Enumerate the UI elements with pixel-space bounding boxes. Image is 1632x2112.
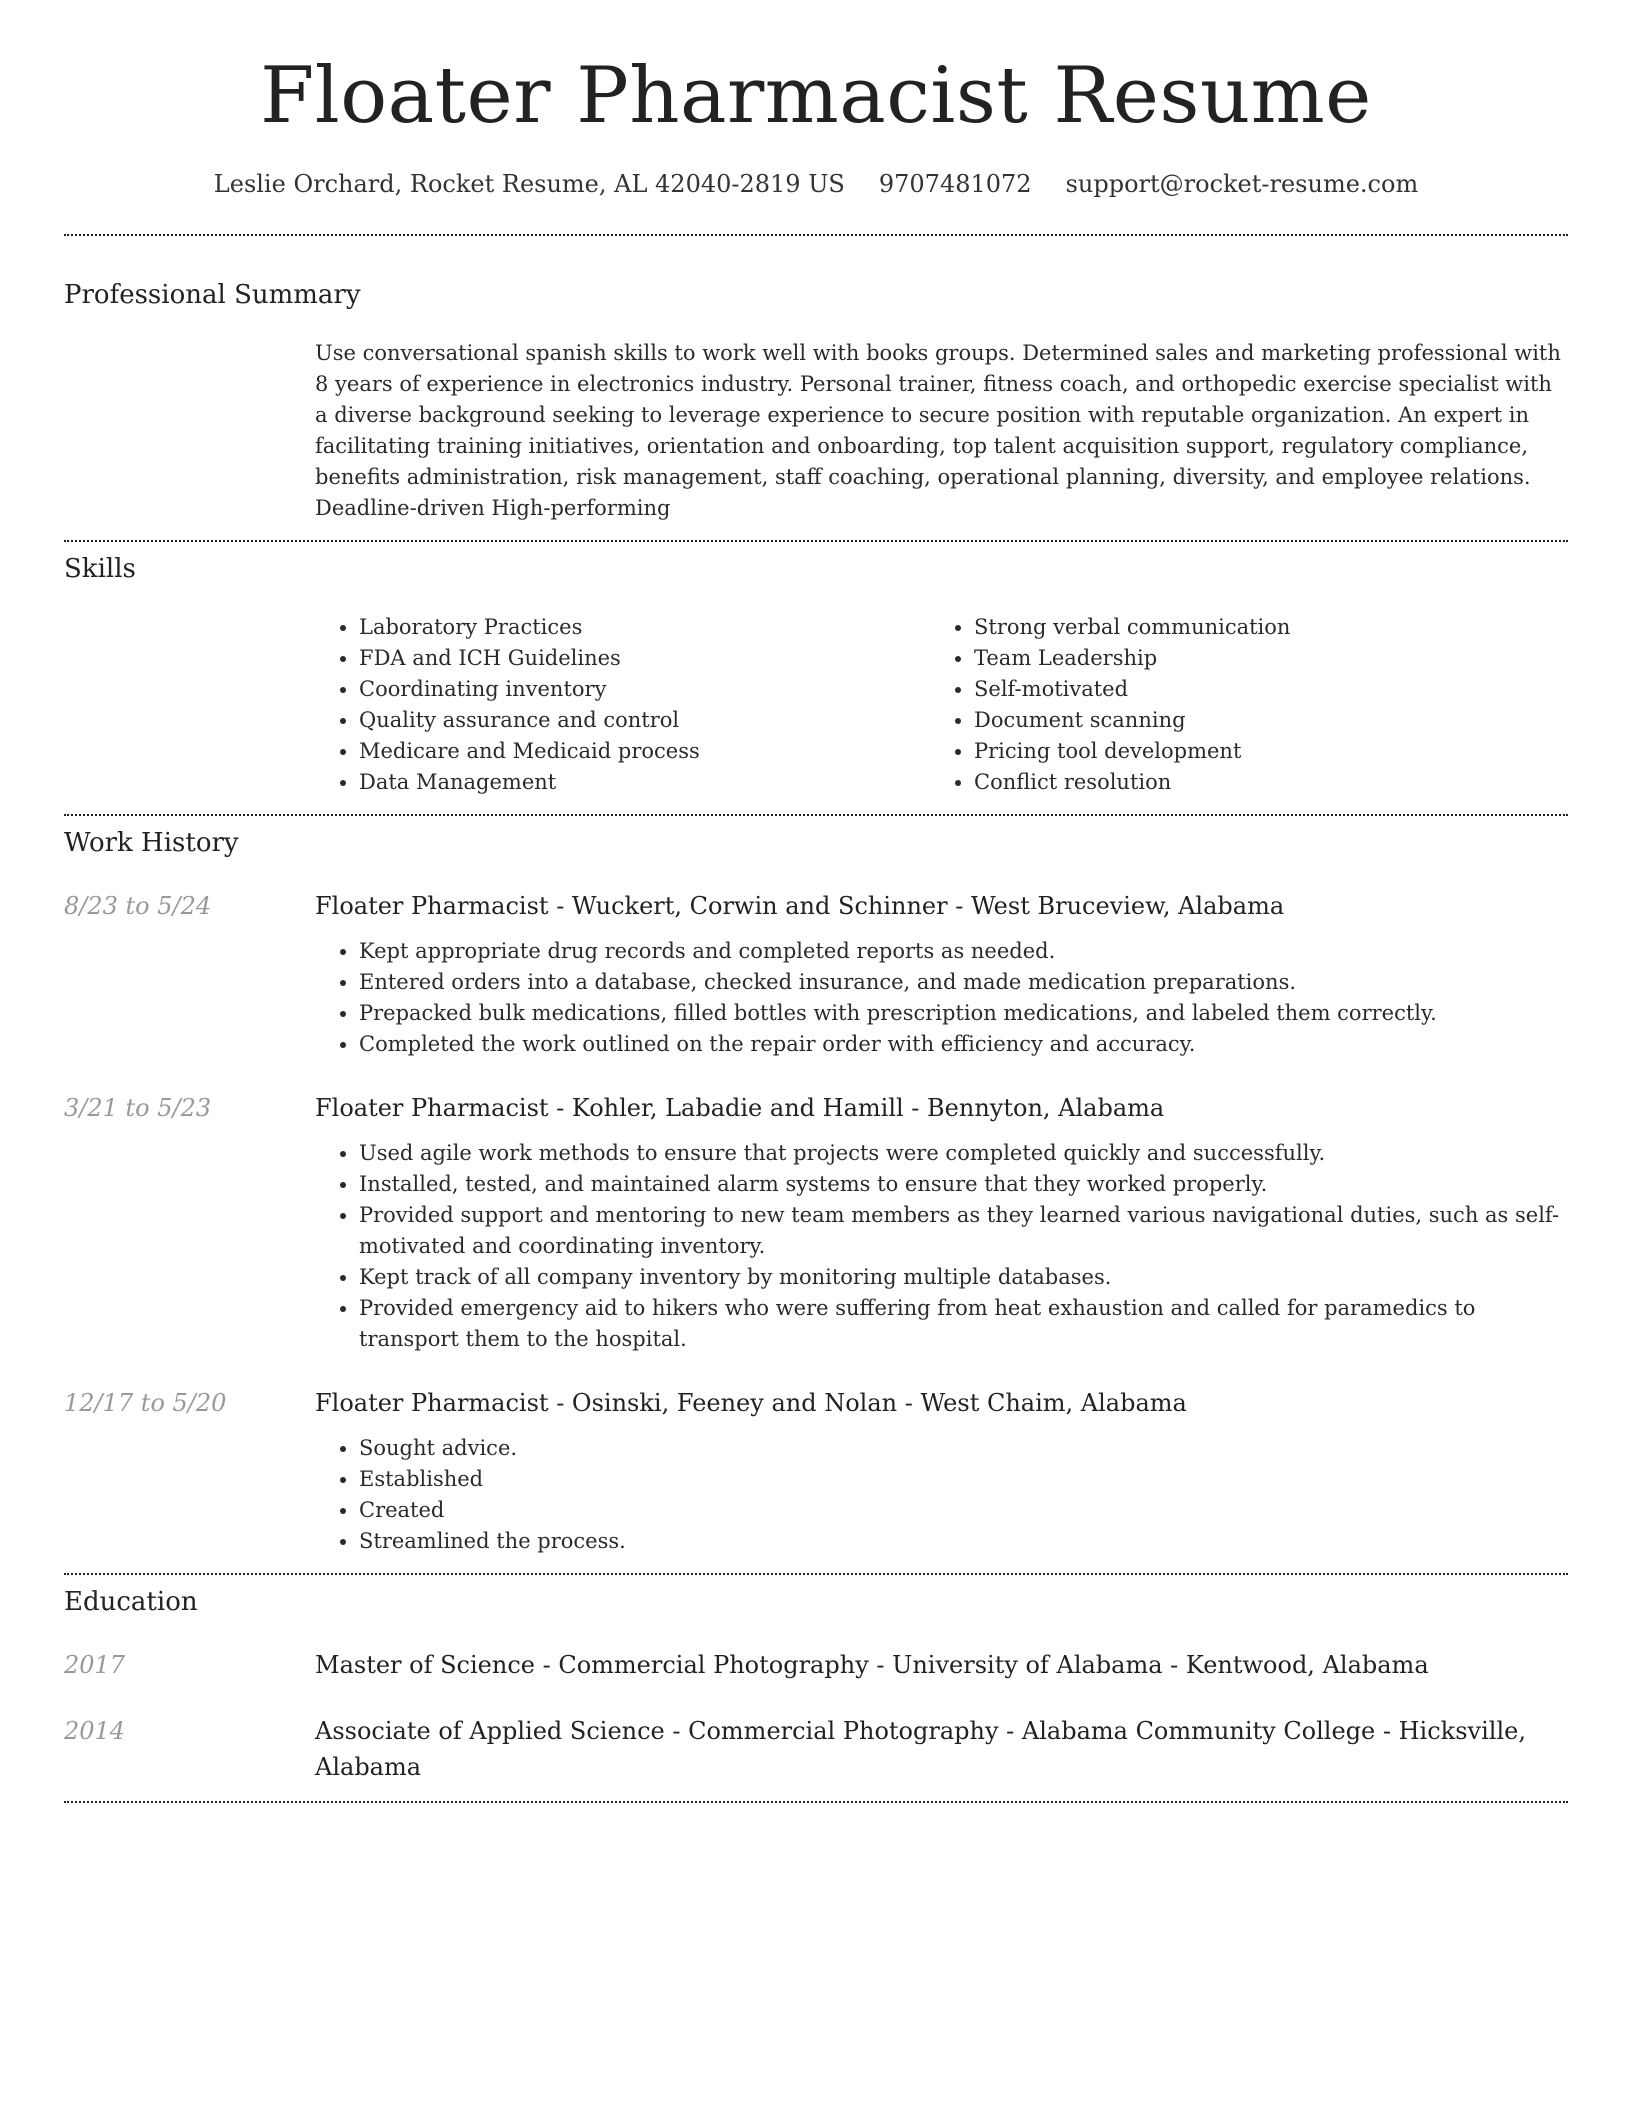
job-bullet: • Completed the work outlined on the repair order with efficiency and accuracy. bbox=[359, 1029, 1568, 1060]
contact-line bbox=[64, 170, 1568, 198]
job-entry bbox=[64, 888, 1568, 1060]
job-entry bbox=[64, 1090, 1568, 1355]
contact-phone: 9707481072 bbox=[878, 169, 1032, 198]
education-text: Master of Science - Commercial Photography - University of Alabama - Kentwood, Alabama bbox=[315, 1650, 1429, 1679]
summary-heading: Professional Summary bbox=[64, 279, 361, 310]
job-dates: 8/23 to 5/24 bbox=[64, 891, 212, 920]
job-bullets bbox=[315, 1138, 1568, 1355]
contact-email: support@rocket-resume.com bbox=[1065, 169, 1419, 198]
skill-item: • Self-motivated bbox=[974, 674, 1545, 705]
education-list bbox=[64, 1647, 1568, 1801]
job-bullet: • Created bbox=[359, 1495, 1568, 1526]
job-bullet: • Prepacked bulk medications, filled bottles with prescription medications, and labeled them correctly. bbox=[359, 998, 1568, 1029]
education-year: 2017 bbox=[64, 1650, 126, 1679]
job-bullet: • Sought advice. bbox=[359, 1433, 1568, 1464]
skill-item: • Document scanning bbox=[974, 705, 1545, 736]
skill-item: • Laboratory Practices bbox=[359, 612, 930, 643]
job-entry bbox=[64, 1385, 1568, 1557]
divider bbox=[64, 1801, 1568, 1803]
education-heading: Education bbox=[64, 1586, 198, 1617]
skill-item: • Strong verbal communication bbox=[974, 612, 1545, 643]
job-title: Floater Pharmacist - Kohler, Labadie and Hamill - Bennyton, Alabama bbox=[315, 1093, 1165, 1122]
job-bullet: • Used agile work methods to ensure that projects were completed quickly and successfully. bbox=[359, 1138, 1568, 1169]
work-history-section bbox=[64, 816, 1568, 1573]
skill-item: • Data Management bbox=[359, 767, 930, 798]
job-bullet: • Installed, tested, and maintained alarm systems to ensure that they worked properly. bbox=[359, 1169, 1568, 1200]
job-body bbox=[315, 1385, 1568, 1557]
education-text: Associate of Applied Science - Commercial Photography - Alabama Community College - Hicksville, Alabama bbox=[315, 1716, 1526, 1781]
job-bullets bbox=[315, 1433, 1568, 1557]
skills-column-right bbox=[930, 612, 1545, 798]
job-dates: 12/17 to 5/20 bbox=[64, 1388, 227, 1417]
skills-heading: Skills bbox=[64, 553, 136, 584]
job-bullet: • Kept appropriate drug records and completed reports as needed. bbox=[359, 936, 1568, 967]
skill-item: • Team Leadership bbox=[974, 643, 1545, 674]
job-body bbox=[315, 1090, 1568, 1355]
job-title: Floater Pharmacist - Osinski, Feeney and Nolan - West Chaim, Alabama bbox=[315, 1388, 1187, 1417]
job-bullet: • Streamlined the process. bbox=[359, 1526, 1568, 1557]
contact-address: Leslie Orchard, Rocket Resume, AL 42040-2819 US bbox=[213, 169, 845, 198]
job-dates: 3/21 to 5/23 bbox=[64, 1093, 212, 1122]
job-body bbox=[315, 888, 1568, 1060]
skills-grid bbox=[315, 612, 1568, 814]
job-title: Floater Pharmacist - Wuckert, Corwin and Schinner - West Bruceview, Alabama bbox=[315, 891, 1285, 920]
skill-item: • Medicare and Medicaid process bbox=[359, 736, 930, 767]
job-bullets bbox=[315, 936, 1568, 1060]
summary-text: Use conversational spanish skills to work well with books groups. Determined sales and marketing professional with 8 years of experience in electronics industry. Personal trainer, fitness coach, and orthopedic exercise specialist with a diverse background seeking to leverage experience to secure position with reputable organization. An expert in facilitating training initiatives, orientation and onboarding, top talent acquisition support, regulatory compliance, benefits administration, risk management, staff coaching, operational planning, diversity, and employee relations. Deadline-driven High-performing bbox=[315, 340, 1561, 520]
education-year: 2014 bbox=[64, 1716, 126, 1745]
page-title: Floater Pharmacist Resume bbox=[260, 51, 1372, 141]
skill-item: • Conflict resolution bbox=[974, 767, 1545, 798]
job-bullet: • Provided support and mentoring to new team members as they learned various navigational duties, such as self-motivated and coordinating inventory. bbox=[359, 1200, 1568, 1262]
work-list bbox=[64, 888, 1568, 1573]
skill-item: • Pricing tool development bbox=[974, 736, 1545, 767]
skill-item: • Quality assurance and control bbox=[359, 705, 930, 736]
skill-item: • FDA and ICH Guidelines bbox=[359, 643, 930, 674]
skill-item: • Coordinating inventory bbox=[359, 674, 930, 705]
skills-section bbox=[64, 542, 1568, 814]
work-history-heading: Work History bbox=[64, 827, 239, 858]
job-bullet: • Established bbox=[359, 1464, 1568, 1495]
education-entry bbox=[64, 1647, 1568, 1683]
skills-column-left bbox=[315, 612, 930, 798]
job-bullet: • Provided emergency aid to hikers who were suffering from heat exhaustion and called for paramedics to transport them to the hospital. bbox=[359, 1293, 1568, 1355]
education-entry bbox=[64, 1713, 1568, 1785]
job-bullet: • Kept track of all company inventory by monitoring multiple databases. bbox=[359, 1262, 1568, 1293]
summary-section bbox=[64, 236, 1568, 540]
education-section bbox=[64, 1575, 1568, 1801]
job-bullet: • Entered orders into a database, checked insurance, and made medication preparations. bbox=[359, 967, 1568, 998]
